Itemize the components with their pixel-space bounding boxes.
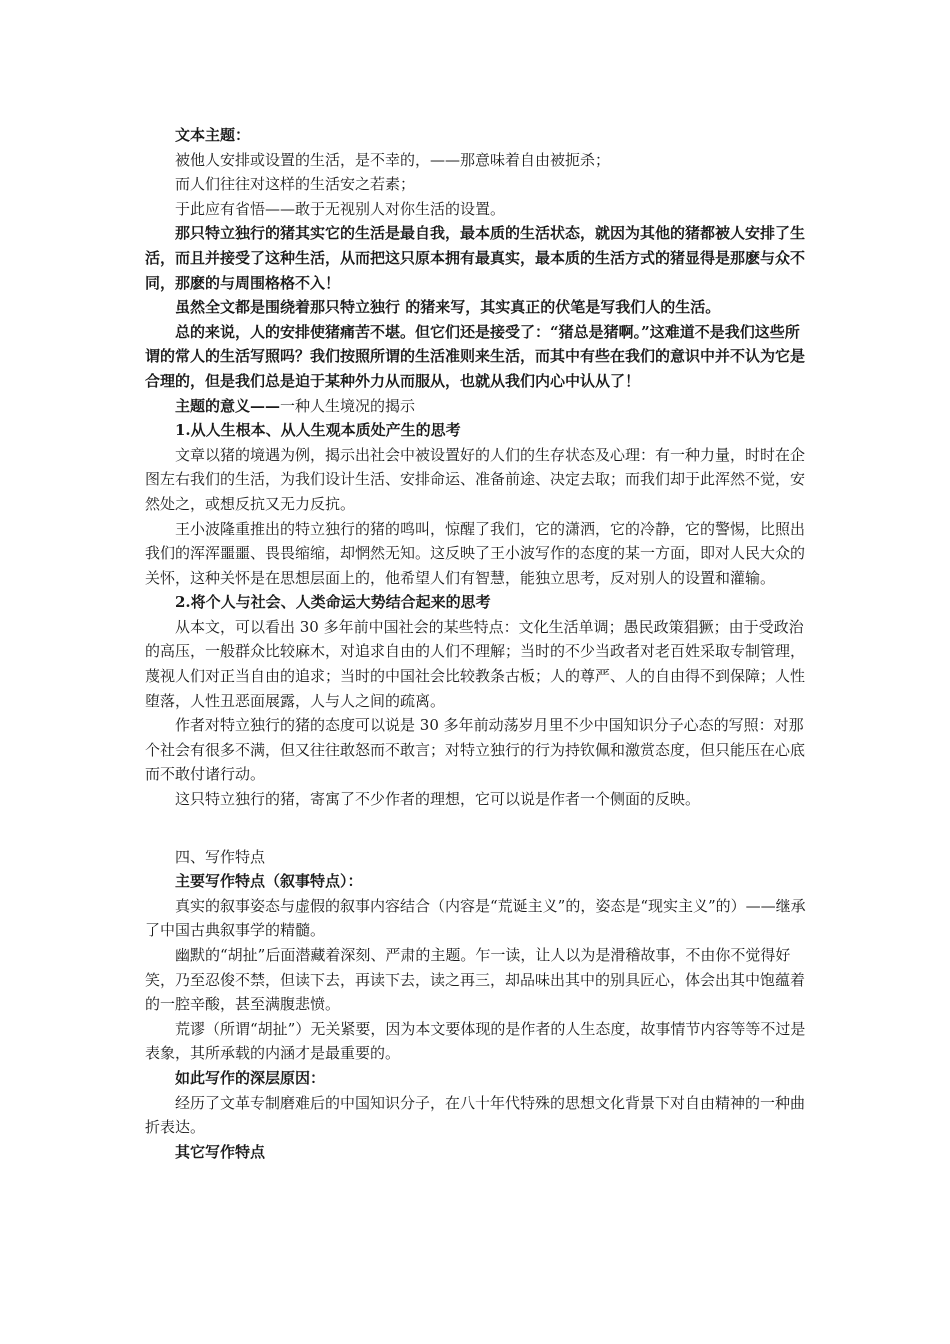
main-features-paragraph: 幽默的“胡扯”后面潜藏着深刻、严肃的主题。乍一读，让人以为是滑稽故事，不由你不觉得好笑，乃至忍俊不禁，但读下去，再读下去，读之再三，却品味出其中的别具匠心，体会出其中饱蕴着的一腔辛酸，甚至满腹悲愤。 — [145, 946, 806, 1014]
meaning-heading-rest: 一种人生境况的揭示 — [280, 396, 416, 415]
section1-paragraph: 文章以猪的境遇为例，揭示出社会中被设置好的人们的生存状态及心理：有一种力量，时时在企图左右我们的生活，为我们设计生活、安排命运、准备前途、决定去取；而我们却于此浑然不觉，安然处之，或想反抗又无力反抗。 — [145, 445, 806, 513]
section2-paragraph: 从本文，可以看出 30 多年前中国社会的某些特点：文化生活单调；愚民政策猖獗；由于受政治的高压，一般群众比较麻木，对追求自由的人们不理解；当时的不少当政者对老百姓采取专制管理，蔑视人们对正当自由的追求；当时的中国社会比较教条古板；人的尊严、人的自由得不到保障；人性堕落，人性丑恶面展露，人与人之间的疏离。 — [145, 617, 806, 710]
section4-heading: 四、写作特点 — [175, 847, 266, 866]
theme-line: 而人们往往对这样的生活安之若素； — [175, 175, 416, 194]
theme-heading: 文本主题： — [175, 126, 251, 144]
bold-paragraph: 总的来说，人的安排使猪痛苦不堪。但它们还是接受了：“猪总是猪啊。”这难道不是我们这些所谓的常人的生活写照吗？我们按照所谓的生活准则来生活，而其中有些在我们的意识中并不认为它是合理的，但是我们总是迫于某种外力从而服从，也就从我们内心中认从了！ — [145, 322, 806, 390]
main-features-paragraph: 荒谬（所谓“胡扯”）无关紧要，因为本文要体现的是作者的人生态度，故事情节内容等等不过是表象，其所承载的内涵才是最重要的。 — [145, 1019, 806, 1063]
document-page — [145, 123, 810, 1164]
main-features-title: 主要写作特点（叙事特点）： — [175, 872, 363, 891]
section1-paragraph: 王小波隆重推出的特立独行的猪的鸣叫，惊醒了我们，它的潇洒，它的冷静，它的警惕，比照出我们的浑浑噩噩、畏畏缩缩，却惘然无知。这反映了王小波写作的态度的某一方面，即对人民大众的关怀，这种关怀是在思想层面上的，他希望人们有智慧，能独立思考，反对别人的设置和灌输。 — [145, 519, 806, 587]
meaning-heading-bold: 主题的意义—— — [175, 396, 281, 415]
section2-title: 2.将个人与社会、人类命运大势结合起来的思考 — [175, 593, 491, 612]
section2-paragraph: 作者对特立独行的猪的态度可以说是 30 多年前动荡岁月里不少中国知识分子心态的写照：对那个社会有很多不满，但又往往敢怒而不敢言；对特立独行的行为持钦佩和激赏态度，但只能压在心底而不敢付诸行动。 — [145, 716, 806, 784]
section2-paragraph: 这只特立独行的猪，寄寓了不少作者的理想，它可以说是作者一个侧面的反映。 — [175, 790, 701, 809]
deep-reason-title: 如此写作的深层原因： — [175, 1068, 326, 1087]
blank-line — [145, 812, 810, 845]
bold-paragraph: 虽然全文都是围绕着那只特立独行 的猪来写，其实真正的伏笔是写我们人的生活。 — [175, 298, 721, 317]
main-features-paragraph: 真实的叙事姿态与虚假的叙事内容结合（内容是“荒诞主义”的，姿态是“现实主义”的）——继承了中国古典叙事学的精髓。 — [145, 896, 806, 940]
theme-line: 被他人安排或设置的生活，是不幸的，——那意味着自由被扼杀； — [175, 150, 611, 169]
section1-title: 1.从人生根本、从人生观本质处产生的思考 — [175, 421, 461, 440]
bold-paragraph: 那只特立独行的猪其实它的生活是最自我，最本质的生活状态，就因为其他的猪都被人安排了生活，而且并接受了这种生活，从而把这只原本拥有最真实，最本质的生活方式的猪显得是那麽与众不同，那麽的与周围格格不入！ — [145, 224, 806, 292]
theme-line: 于此应有省悟——敢于无视别人对你生活的设置。 — [175, 199, 506, 218]
deep-reason-paragraph: 经历了文革专制磨难后的中国知识分子，在八十年代特殊的思想文化背景下对自由精神的一种曲折表达。 — [145, 1093, 806, 1137]
meaning-heading — [145, 394, 810, 419]
other-features-title: 其它写作特点 — [175, 1142, 266, 1161]
